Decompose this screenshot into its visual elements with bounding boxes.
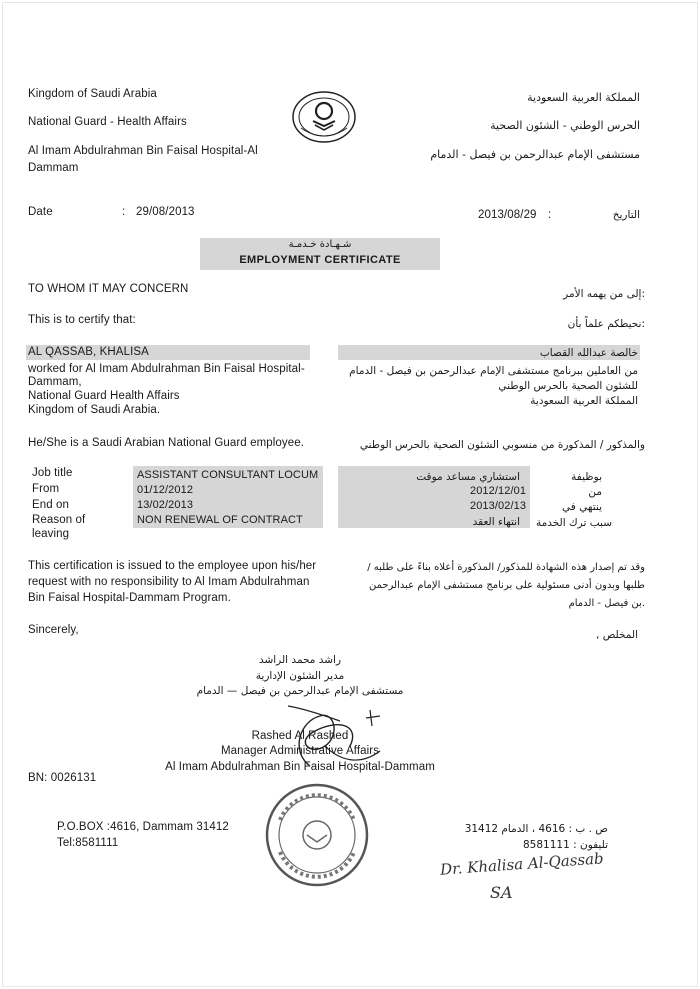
employee-agency-en: National Guard Health Affairs: [28, 390, 180, 402]
date-label-en: Date: [28, 206, 53, 218]
header-hospital-en: Al Imam Abdulrahman Bin Faisal Hospital-Al: [28, 145, 258, 157]
date-value-ar: 2013/08/29: [478, 209, 537, 221]
date-label-ar: التاريخ: [612, 209, 640, 221]
issuance-en-line1: This certification is issued to the employee upon his/her: [28, 560, 317, 572]
header-country-ar: المملكة العربية السعودية: [527, 91, 640, 104]
footer-pobox-ar: ص . ب : 4616 ، الدمام 31412: [464, 823, 608, 835]
employee-name-en: AL QASSAB, KHALISA: [28, 346, 149, 358]
footer-pobox-en: P.O.BOX :4616, Dammam 31412: [57, 821, 229, 833]
header-hospital-city-en: Dammam: [28, 162, 79, 174]
signatory-title-ar: مدير الشئون الإدارية: [255, 670, 345, 682]
employee-city-en: Dammam,: [28, 376, 82, 388]
employee-country-en: Kingdom of Saudi Arabia.: [28, 404, 161, 416]
date-colon-en: :: [122, 206, 126, 218]
issuance-en-line3: Bin Faisal Hospital-Dammam Program.: [28, 592, 231, 604]
employee-name-ar: خالصة عبدالله القصاب: [539, 347, 638, 359]
reason-ar-value: انتهاء العقد: [472, 516, 520, 528]
signatory-name-ar: راشد محمد الراشد: [258, 654, 342, 666]
salutation-en: TO WHOM IT MAY CONCERN: [28, 283, 189, 295]
issuance-ar-line1: وقد تم إصدار هذه الشهادة للمذكور/ المذكورة أعلاه بناءً على طلبه /: [367, 562, 645, 573]
header-agency-en: National Guard - Health Affairs: [28, 116, 187, 128]
from-label: From: [32, 483, 60, 495]
employee-agency-ar: للشئون الصحية بالحرس الوطني: [498, 380, 638, 392]
reason-label-1: Reason of: [32, 514, 86, 526]
certify-en: This is to certify that:: [28, 314, 136, 326]
header-country-en: Kingdom of Saudi Arabia: [28, 88, 157, 100]
official-stamp-icon: [262, 780, 372, 890]
reason-label-2: leaving: [32, 528, 70, 540]
job-title-label: Job title: [32, 467, 73, 479]
header-hospital-ar: مستشفى الإمام عبدالرحمن بن فيصل - الدمام: [430, 148, 640, 161]
signatory-name-en: Rashed Al Rashed: [251, 730, 349, 742]
closing-en: Sincerely,: [28, 624, 79, 636]
signatory-org-ar: مستشفى الإمام عبدالرحمن بن فيصل — الدمام: [196, 685, 404, 697]
bn-number: BN: 0026131: [28, 772, 97, 784]
from-ar-value: 2012/12/01: [470, 485, 527, 497]
employee-worked-ar: من العاملين ببرنامج مستشفى الإمام عبدالرحمن بن فيصل - الدمام: [349, 365, 638, 377]
handwritten-mark: SA: [490, 883, 513, 902]
header-agency-ar: الحرس الوطني - الشئون الصحية: [490, 119, 640, 132]
employee-worked-en: worked for Al Imam Abdulrahman Bin Faisal Hospital-: [28, 363, 305, 375]
issuance-ar-line3: .بن فيصل - الدمام: [568, 598, 645, 609]
status-ar: والمذكور / المذكورة من منسوبي الشئون الصحية بالحرس الوطني: [359, 439, 645, 451]
from-ar-label: من: [588, 486, 602, 498]
footer-tel-en: Tel:8581111: [57, 837, 119, 849]
signatory-title-en: Manager Administrative Affairs: [220, 745, 380, 757]
certificate-title-ar: شـهـادة خـدمـة: [288, 239, 352, 250]
footer-tel-ar: تليفون : 8581111: [523, 839, 608, 851]
date-colon-ar: :: [548, 209, 552, 221]
status-en: He/She is a Saudi Arabian National Guard employee.: [28, 437, 305, 449]
date-value-en: 29/08/2013: [136, 206, 195, 218]
issuance-en-line2: request with no responsibility to Al Imam Abdulrahman: [28, 576, 310, 588]
certificate-title-en: EMPLOYMENT CERTIFICATE: [239, 254, 401, 266]
reason-value: NON RENEWAL OF CONTRACT: [137, 514, 303, 526]
job-title-ar-label: بوظيفة: [571, 471, 602, 483]
job-title-ar-value: استشاري مساعد موقت: [416, 471, 520, 483]
employee-country-ar: المملكة العربية السعودية: [530, 395, 638, 407]
from-value: 01/12/2012: [137, 484, 194, 496]
end-ar-value: 2013/02/13: [470, 500, 527, 512]
signatory-org-en: Al Imam Abdulrahman Bin Faisal Hospital-Dammam: [165, 761, 435, 773]
handwritten-name: Dr. Khalisa Al-Qassab: [439, 849, 605, 879]
end-value: 13/02/2013: [137, 499, 194, 511]
end-label: End on: [32, 499, 70, 511]
reason-ar-label: سبب ترك الخدمة: [536, 517, 612, 529]
end-ar-label: ينتهي في: [562, 501, 602, 513]
national-guard-emblem-icon: [291, 90, 357, 144]
issuance-ar-line2: طلبها وبدون أدنى مسئولية على برنامج مستشفى الإمام عبدالرحمن: [368, 580, 645, 591]
salutation-ar: :إلى من يهمه الأمر: [563, 288, 645, 300]
certify-ar: :نحيطكم علماً بأن: [567, 318, 645, 330]
job-title-value: ASSISTANT CONSULTANT LOCUM: [137, 469, 319, 481]
closing-ar: المخلص ,: [596, 629, 638, 641]
